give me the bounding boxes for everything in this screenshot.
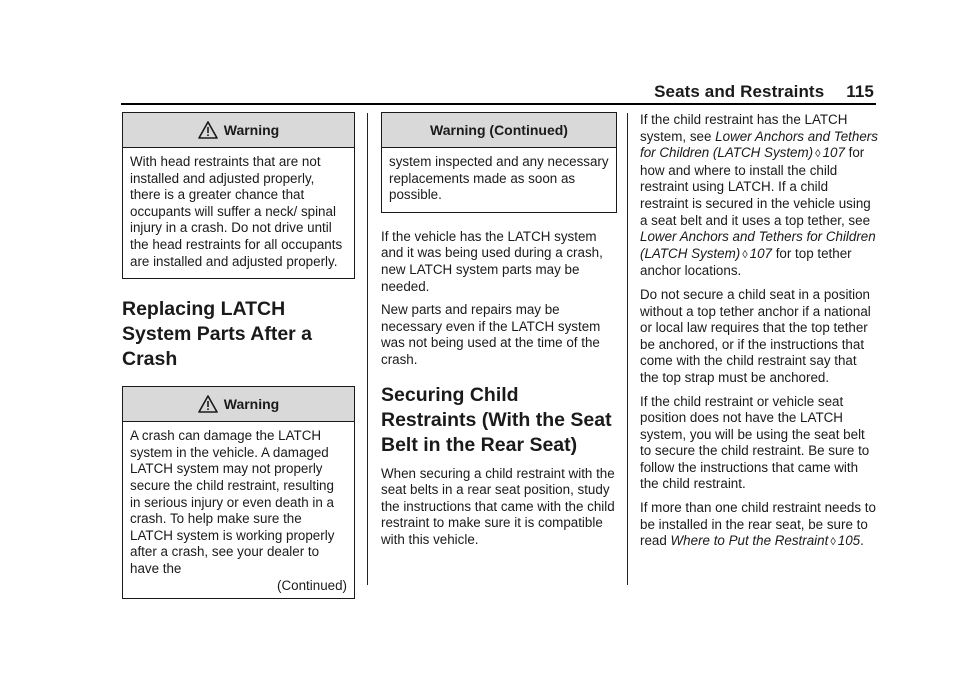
cross-reference-link[interactable]: Lower Anchors and Tethers for Children (LATCH System)	[640, 229, 876, 261]
cross-reference-page[interactable]: 105	[837, 533, 861, 549]
warning-text: With head restraints that are not installed and adjusted properly, there is a greater chance that occupants will suffer a neck/ spinal injury in a crash. Do not drive until the head restraints for all occupants are installed and adjusted properly.	[130, 154, 343, 269]
running-header	[654, 82, 874, 102]
warning-box-continued	[381, 112, 617, 213]
warning-body	[382, 148, 616, 212]
text-run: for how and where to install the child restraint using LATCH. If a child restraint is secured in the vehicle using a seat belt and it uses a top tether, see	[640, 145, 871, 228]
text-run: If the child restraint has the LATCH system, see	[640, 112, 848, 144]
header-rule	[121, 103, 876, 105]
section-heading-replacing-latch: Replacing LATCH System Parts After a Crash	[122, 298, 313, 371]
continued-label: (Continued)	[277, 577, 347, 593]
column-1	[122, 112, 355, 599]
cross-reference-page[interactable]: 107	[822, 145, 845, 161]
page-ref-icon: ◊	[830, 536, 836, 549]
text-run: If more than one child restraint needs to be installed in the rear seat, be sure to read	[640, 500, 876, 549]
warning-title: Warning	[223, 121, 280, 138]
page-number: 115	[846, 82, 874, 101]
paragraph	[640, 500, 878, 551]
cross-reference-link[interactable]: Lower Anchors and Tethers for Children (LATCH System)	[640, 128, 878, 161]
warning-triangle-icon	[198, 120, 218, 140]
warning-header	[123, 113, 354, 148]
warning-triangle-icon	[198, 394, 218, 414]
warning-text: system inspected and any necessary replacements made as soon as possible.	[389, 154, 609, 203]
column-2	[381, 112, 617, 556]
text-run: .	[860, 533, 864, 549]
cross-reference-page[interactable]: 107	[749, 245, 772, 261]
section-heading-securing-child-restraints: Securing Child Restraints (With the Seat Belt in the Rear Seat)	[381, 383, 612, 456]
paragraph: If the child restraint or vehicle seat position does not have the LATCH system, you will be using the seat belt to secure the child restraint. Be sure to follow the instructions that came with the child restraint.	[640, 393, 870, 492]
warning-box-head-restraints	[122, 112, 355, 279]
cross-reference-link[interactable]: Where to Put the Restraint	[670, 533, 829, 549]
column-divider-2	[627, 113, 628, 585]
warning-text: A crash can damage the LATCH system in the vehicle. A damaged LATCH system may not properly secure the child restraint, resulting in serious injury or even death in a crash. To help make sure the LATCH system is working properly after a crash, see your dealer to have the	[130, 428, 335, 576]
page-ref-icon: ◊	[742, 248, 748, 261]
column-3	[640, 112, 878, 558]
page-ref-icon: ◊	[815, 148, 821, 161]
warning-header	[123, 387, 354, 422]
warning-title: Warning (Continued)	[430, 121, 568, 138]
paragraph: Do not secure a child seat in a position without a top tether anchor if a national or local law requires that the top tether be anchored, or if the instructions that come with the child restraint say that the top strap must be anchored.	[640, 286, 871, 385]
section-title: Seats and Restraints	[654, 82, 825, 101]
warning-body	[123, 422, 354, 598]
paragraph: When securing a child restraint with the seat belts in a rear seat position, study the instructions that came with the child restraint to make sure it is compatible with this vehicle.	[381, 465, 615, 547]
text-run: for top tether anchor locations.	[640, 245, 852, 279]
warning-body	[123, 148, 354, 278]
paragraph	[640, 112, 878, 280]
paragraph: If the vehicle has the LATCH system and it was being used during a crash, new LATCH system parts may be needed.	[381, 228, 603, 294]
warning-header	[382, 113, 616, 148]
column-divider-1	[367, 113, 368, 585]
warning-box-latch-crash	[122, 386, 355, 599]
paragraph: New parts and repairs may be necessary even if the LATCH system was not being used at the time of the crash.	[381, 302, 601, 367]
warning-title: Warning	[223, 395, 280, 412]
